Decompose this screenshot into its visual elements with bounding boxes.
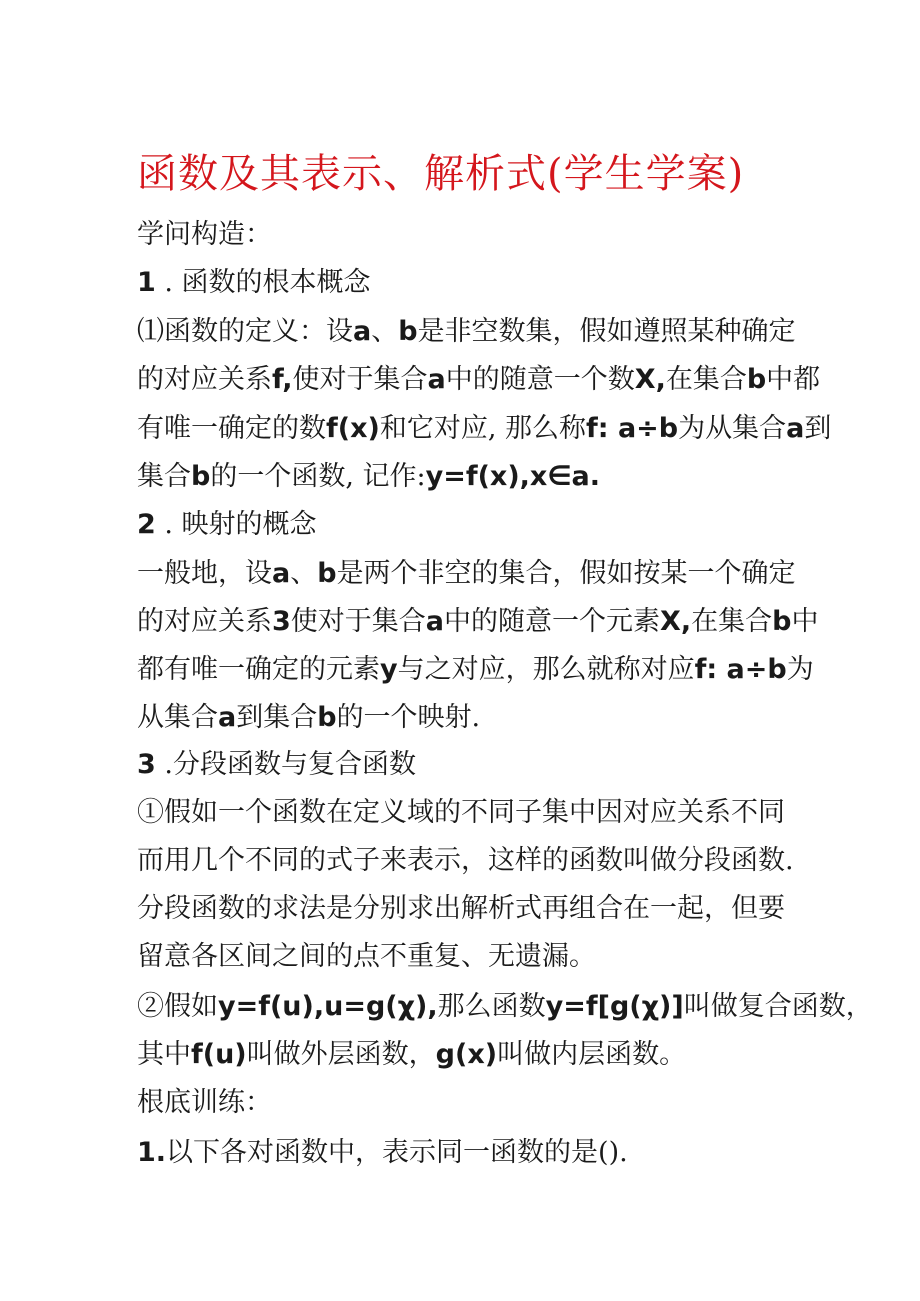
text-segment: 根底训练： xyxy=(137,1087,272,1118)
math-symbol: y=f[g(χ)] xyxy=(545,991,684,1022)
text-line xyxy=(137,218,272,252)
math-symbol: y xyxy=(380,654,398,685)
text-segment: 是非空数集，假如遵照某种确定 xyxy=(417,316,796,347)
text-line xyxy=(137,460,600,494)
document-title: 函数及其表示、解析式(学生学案) xyxy=(137,151,745,197)
text-segment: 使对于集合 xyxy=(290,606,426,637)
text-segment: 到集合 xyxy=(236,702,318,733)
text-segment: 中都 xyxy=(766,364,821,395)
text-segment: 在集合 xyxy=(691,606,773,637)
math-symbol: 3 xyxy=(137,749,156,780)
math-symbol: y=f(u),u=g(χ), xyxy=(218,991,438,1022)
text-line xyxy=(137,701,480,735)
text-segment: 中的随意一个元素 xyxy=(444,606,661,637)
text-segment: 、 xyxy=(371,316,399,347)
math-symbol: 3 xyxy=(272,606,291,637)
text-line xyxy=(137,990,873,1024)
text-segment: . 映射的概念 xyxy=(155,509,317,540)
text-line xyxy=(137,605,818,639)
math-symbol: 1 xyxy=(137,267,156,298)
text-segment: 留意各区间之间的点不重复、无遗漏。 xyxy=(137,941,596,972)
text-segment: ②假如 xyxy=(137,991,218,1022)
text-segment: 学问构造： xyxy=(137,219,272,250)
math-symbol: a xyxy=(425,606,445,637)
math-symbol: X, xyxy=(634,364,666,395)
text-line xyxy=(137,844,794,878)
math-symbol: f: a÷b xyxy=(586,413,679,444)
text-segment: 、 xyxy=(290,558,318,589)
text-segment: 的一个函数, 记作: xyxy=(210,461,426,492)
math-symbol: b xyxy=(317,702,337,733)
math-symbol: y=f(x),x∈a. xyxy=(425,461,601,492)
text-line xyxy=(137,412,831,446)
text-line xyxy=(137,653,814,687)
text-segment: ①假如一个函数在定义域的不同子集中因对应关系不同 xyxy=(137,797,785,828)
text-segment: 中的随意一个数 xyxy=(445,364,635,395)
text-segment: 叫做复合函数， xyxy=(683,991,873,1022)
text-segment: 集合 xyxy=(137,461,191,492)
math-symbol: f: a÷b xyxy=(694,654,787,685)
text-line xyxy=(137,796,785,830)
math-symbol: a xyxy=(353,316,372,347)
math-symbol: b xyxy=(746,364,767,395)
text-segment: 与之对应，那么就称对应 xyxy=(397,654,695,685)
math-symbol: b xyxy=(317,558,337,589)
math-symbol: 1. xyxy=(137,1137,167,1168)
text-segment: 使对于集合 xyxy=(292,364,428,395)
text-segment: 为从集合 xyxy=(678,413,787,444)
text-segment: 那么函数 xyxy=(437,991,546,1022)
text-segment: 和它对应, 那么称 xyxy=(379,413,587,444)
math-symbol: 2 xyxy=(137,509,156,540)
text-line xyxy=(137,1038,686,1072)
text-line xyxy=(137,266,371,300)
text-segment: . 函数的根本概念 xyxy=(155,267,371,298)
text-segment: 的对应关系 xyxy=(137,364,272,395)
text-segment: 叫做外层函数， xyxy=(246,1039,436,1070)
text-segment: 分段函数的求法是分别求出解析式再组合在一起，但要 xyxy=(137,893,785,924)
text-segment: 中 xyxy=(791,606,819,637)
text-segment: 是两个非空的集合，假如按某一个确定 xyxy=(336,558,796,589)
text-segment: 在集合 xyxy=(665,364,747,395)
math-symbol: a xyxy=(427,364,446,395)
math-symbol: f(x) xyxy=(326,413,380,444)
text-line xyxy=(137,1086,272,1120)
text-segment: 其中 xyxy=(137,1039,191,1070)
text-line xyxy=(137,748,416,782)
text-segment: 一般地，设 xyxy=(137,558,272,589)
text-segment: 从集合 xyxy=(137,702,218,733)
text-line xyxy=(137,363,820,397)
math-symbol: X, xyxy=(660,606,692,637)
math-symbol: a xyxy=(218,702,237,733)
text-line xyxy=(137,557,796,591)
text-line xyxy=(137,315,796,349)
text-segment: 为 xyxy=(786,654,814,685)
text-line xyxy=(137,892,785,926)
text-segment: ⑴函数的定义：设 xyxy=(137,316,353,347)
text-line xyxy=(137,1136,628,1170)
text-segment: 到 xyxy=(804,413,832,444)
text-line xyxy=(137,940,596,974)
math-symbol: a xyxy=(786,413,805,444)
math-symbol: b xyxy=(398,316,418,347)
text-segment: 的一个映射. xyxy=(336,702,481,733)
text-segment: 都有唯一确定的元素 xyxy=(137,654,380,685)
math-symbol: a xyxy=(272,558,291,589)
text-segment: 而用几个不同的式子来表示，这样的函数叫做分段函数. xyxy=(137,845,794,876)
text-segment: 的对应关系 xyxy=(137,606,272,637)
math-symbol: f(u) xyxy=(191,1039,247,1070)
text-segment: 叫做内层函数。 xyxy=(497,1039,687,1070)
text-segment: 以下各对函数中，表示同一函数的是(). xyxy=(166,1137,628,1168)
text-segment: 有唯一确定的数 xyxy=(137,413,326,444)
math-symbol: g(x) xyxy=(435,1039,498,1070)
math-symbol: b xyxy=(191,461,211,492)
math-symbol: b xyxy=(772,606,792,637)
text-segment: .分段函数与复合函数 xyxy=(155,749,416,780)
math-symbol: f, xyxy=(272,364,293,395)
text-line xyxy=(137,508,317,542)
